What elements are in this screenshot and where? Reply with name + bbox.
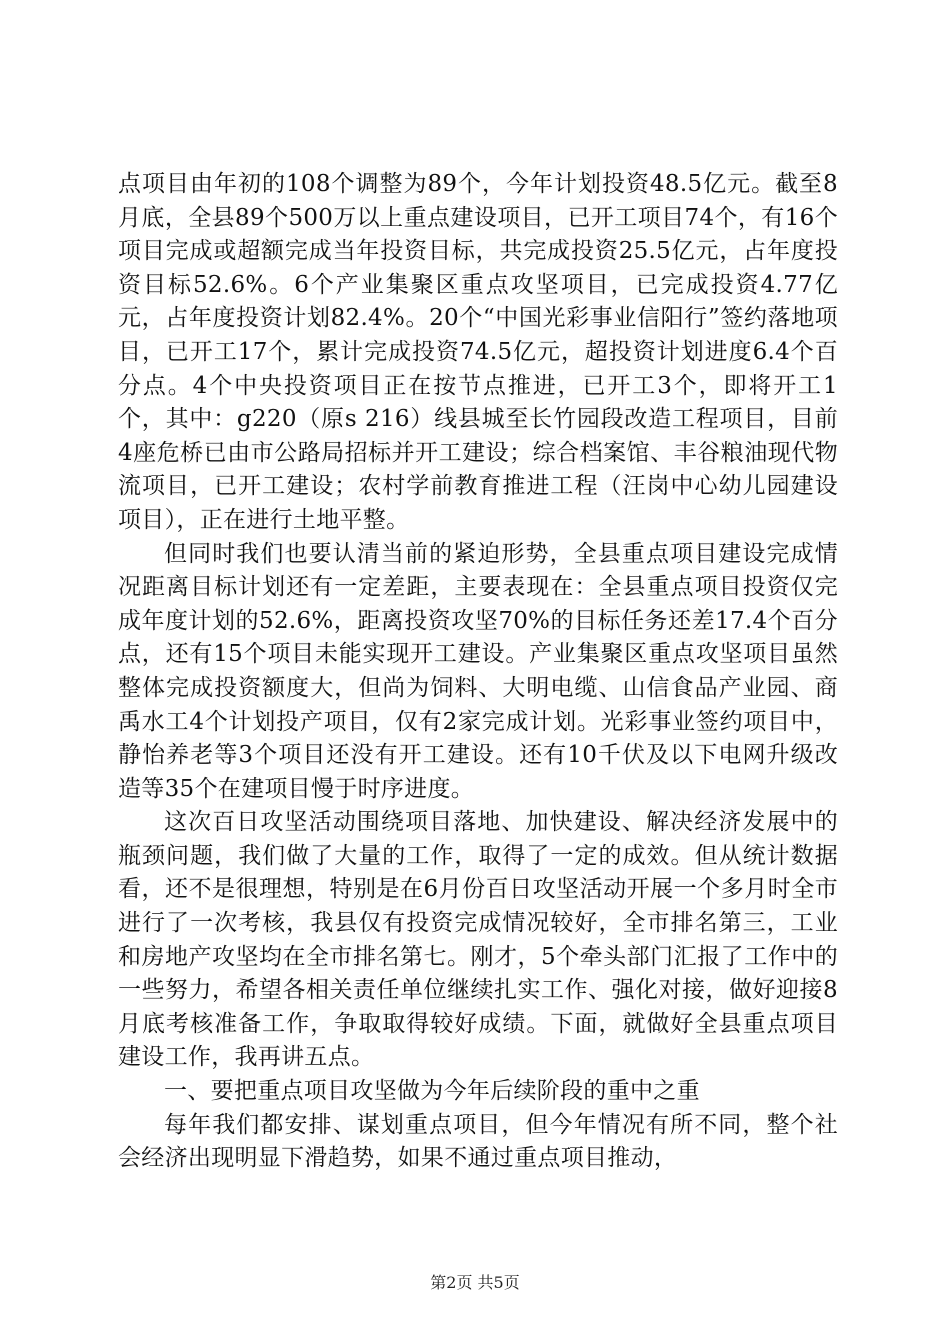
document-body — [118, 168, 838, 1176]
page-number-footer: 第2页 共5页 — [430, 1273, 520, 1292]
section-heading: 一、要把重点项目攻坚做为今年后续阶段的重中之重 — [164, 1078, 700, 1105]
body-paragraph: 但同时我们也要认清当前的紧迫形势，全县重点项目建设完成情况距离目标计划还有一定差距，主要表现在：全县重点项目投资仅完成年度计划的52.6%，距离投资攻坚70%的目标任务还差17.4个百分点，还有15个项目未能实现开工建设。产业集聚区重点攻坚项目虽然整体完成投资额度大，但尚为饲料、大明电缆、山信食品产业园、商禹水工4个计划投产项目，仅有2家完成计划。光彩事业签约项目中，静怡养老等3个项目还没有开工建设。还有10千伏及以下电网升级改造等35个在建项目慢于时序进度。 — [118, 540, 838, 802]
body-paragraph: 每年我们都安排、谋划重点项目，但今年情况有所不同，整个社会经济出现明显下滑趋势，如果不通过重点项目推动， — [118, 1111, 838, 1172]
body-paragraph: 这次百日攻坚活动围绕项目落地、加快建设、解决经济发展中的瓶颈问题，我们做了大量的工作，取得了一定的成效。但从统计数据看，还不是很理想，特别是在6月份百日攻坚活动开展一个多月时全市进行了一次考核，我县仅有投资完成情况较好，全市排名第三，工业和房地产攻坚均在全市排名第七。刚才，5个牵头部门汇报了工作中的一些努力，希望各相关责任单位继续扎实工作、强化对接，做好迎接8月底考核准备工作，争取取得较好成绩。下面，就做好全县重点项目建设工作，我再讲五点。 — [118, 809, 838, 1071]
body-paragraph: 点项目由年初的108个调整为89个，今年计划投资48.5亿元。截至8月底，全县89个500万以上重点建设项目，已开工项目74个，有16个项目完成或超额完成当年投资目标，共完成投资25.5亿元，占年度投资目标52.6%。6个产业集聚区重点攻坚项目，已完成投资4.77亿元，占年度投资计划82.4%。20个“中国光彩事业信阳行”签约落地项目，已开工17个，累计完成投资74.5亿元，超投资计划进度6.4个百分点。4个中央投资项目正在按节点推进，已开工3个，即将开工1个，其中：g220（原s 216）线县城至长竹园段改造工程项目，目前4座危桥已由市公路局招标并开工建设；综合档案馆、丰谷粮油现代物流项目，已开工建设；农村学前教育推进工程（汪岗中心幼儿园建设项目），正在进行土地平整。 — [118, 171, 838, 533]
